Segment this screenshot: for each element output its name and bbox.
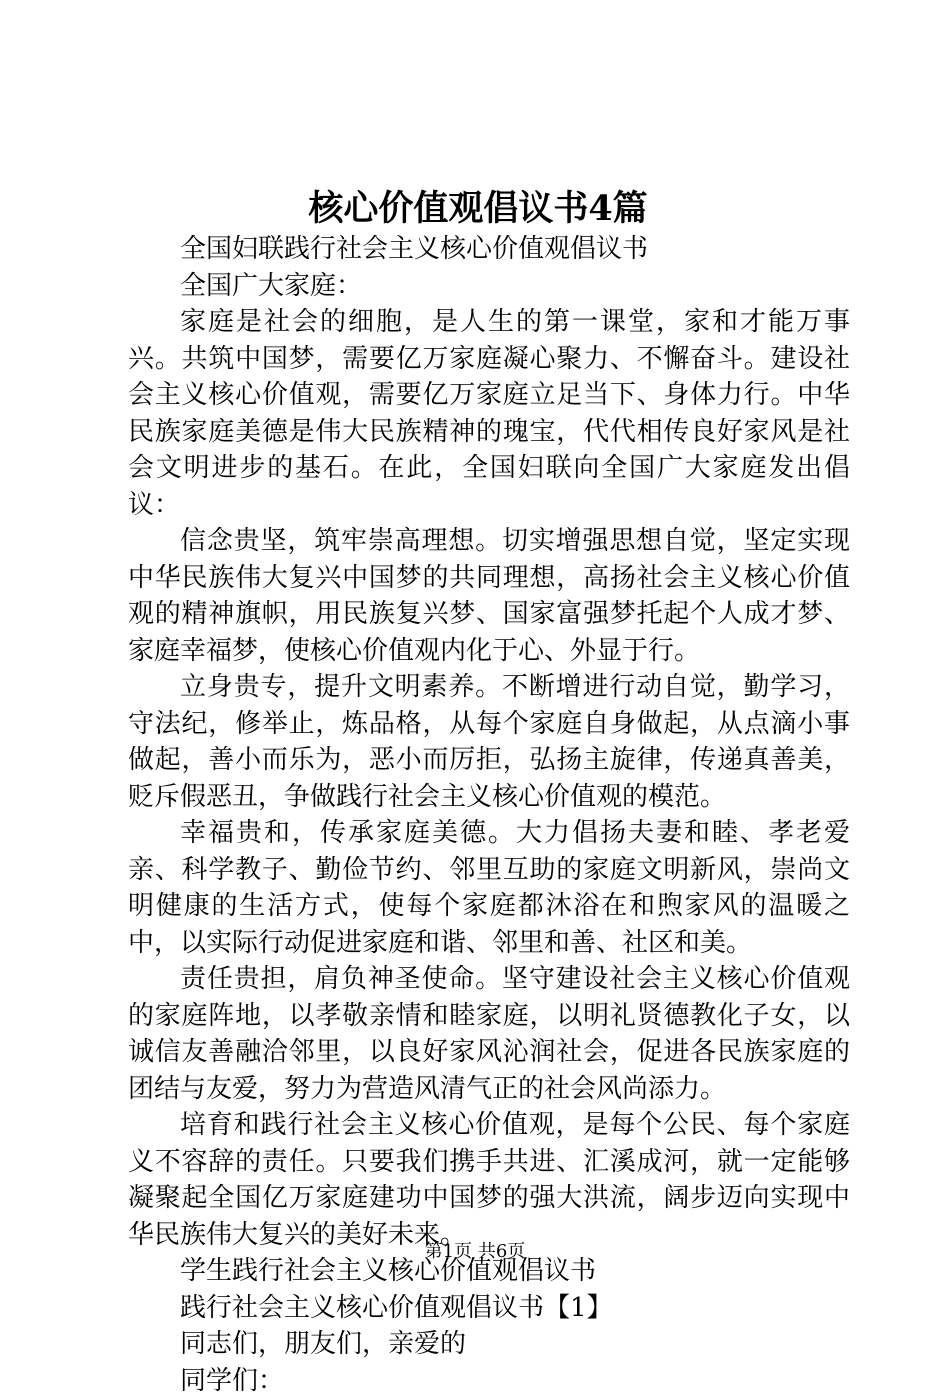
paragraph-harmony: 幸福贵和，传承家庭美德。大力倡扬夫妻和睦、孝老爱亲、科学教子、勤俭节约、邻里互助的家庭文明新风，崇尚文明健康的生活方式，使每个家庭都沐浴在和煦家风的温暖之中，以实际行动促进家庭和谐、邻里和善、社区和美。: [128, 815, 850, 961]
document-title: 核心价值观倡议书4篇: [128, 184, 828, 234]
document-body: [128, 231, 850, 1399]
paragraph-conclusion: 培育和践行社会主义核心价值观，是每个公民、每个家庭义不容辞的责任。只要我们携手共进、汇溪成河，就一定能够凝聚起全国亿万家庭建功中国梦的强大洪流，阔步迈向实现中华民族伟大复兴的美好未来。: [128, 1107, 850, 1253]
document-page: [128, 0, 850, 1344]
paragraph-greeting-students: 同学们：: [128, 1363, 850, 1399]
paragraph-responsibility: 责任贵担，肩负神圣使命。坚守建设社会主义核心价值观的家庭阵地，以孝敬亲情和睦家庭，以明礼贤德教化子女，以诚信友善融洽邻里，以良好家风沁润社会，促进各民族家庭的团结与友爱，努力为营造风清气正的社会风尚添力。: [128, 961, 850, 1107]
paragraph-intro: 家庭是社会的细胞，是人生的第一课堂，家和才能万事兴。共筑中国梦，需要亿万家庭凝心聚力、不懈奋斗。建设社会主义核心价值观，需要亿万家庭立足当下、身体力行。中华民族家庭美德是伟大民族精神的瑰宝，代代相传良好家风是社会文明进步的基石。在此，全国妇联向全国广大家庭发出倡议：: [128, 304, 850, 523]
paragraph-heading-2: 学生践行社会主义核心价值观倡议书: [128, 1253, 850, 1290]
paragraph-heading-3: 践行社会主义核心价值观倡议书【1】: [128, 1290, 850, 1327]
paragraph-greeting: 同志们，朋友们，亲爱的: [128, 1326, 850, 1363]
page-number: 第1页 共6页: [0, 1240, 950, 1264]
paragraph-conduct: 立身贵专，提升文明素养。不断增进行动自觉，勤学习，守法纪，修举止，炼品格，从每个家庭自身做起，从点滴小事做起，善小而乐为，恶小而厉拒，弘扬主旋律，传递真善美，贬斥假恶丑，争做践行社会主义核心价值观的模范。: [128, 669, 850, 815]
paragraph-belief: 信念贵坚，筑牢崇高理想。切实增强思想自觉，坚定实现中华民族伟大复兴中国梦的共同理想，高扬社会主义核心价值观的精神旗帜，用民族复兴梦、国家富强梦托起个人成才梦、家庭幸福梦，使核心价值观内化于心、外显于行。: [128, 523, 850, 669]
paragraph-heading-1: 全国妇联践行社会主义核心价值观倡议书: [128, 231, 850, 268]
paragraph-salutation: 全国广大家庭：: [128, 268, 850, 305]
